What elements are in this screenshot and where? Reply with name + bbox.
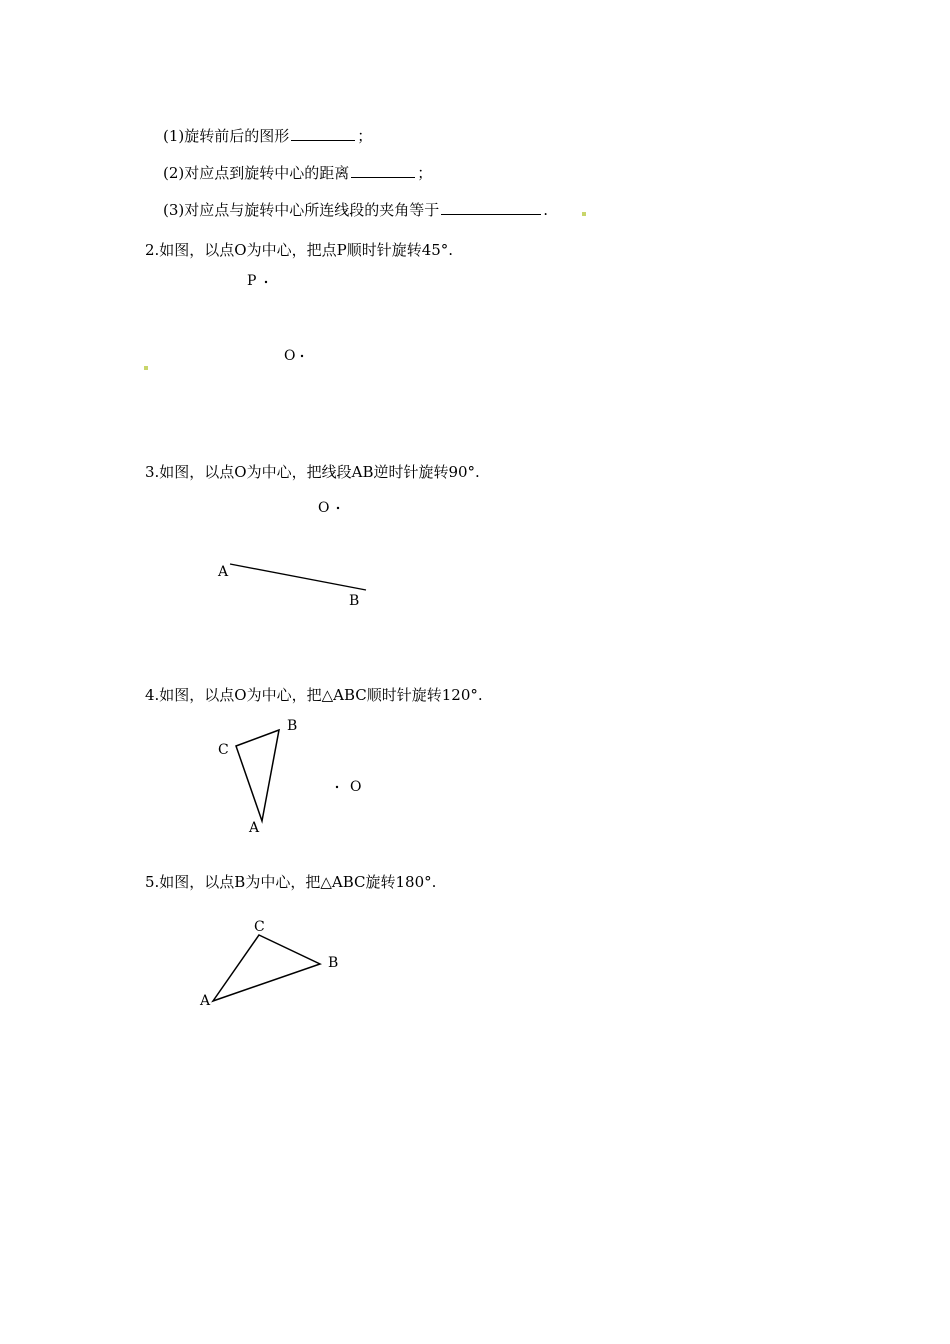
q1-item-1-text: (1)旋转前后的图形 — [163, 127, 290, 145]
scan-mark — [582, 212, 586, 216]
label-c-q4: C — [218, 742, 229, 758]
q1-item-1-suffix: ； — [357, 127, 373, 145]
scan-mark — [144, 366, 148, 370]
label-b-q5: B — [328, 955, 339, 971]
label-o-q3: O — [318, 500, 330, 516]
q1-item-3-text: (3)对应点与旋转中心所连线段的夹角等于 — [163, 201, 440, 219]
q1-item-2-suffix: ； — [417, 164, 433, 182]
segment-ab — [230, 564, 366, 590]
q5-text: 5.如图，以点B为中心，把△ABC旋转180°. — [145, 873, 437, 891]
q1-item-3-suffix: . — [543, 201, 549, 219]
label-b-q4: B — [287, 718, 298, 734]
label-p: P — [247, 273, 257, 289]
label-o-q2: O — [284, 348, 296, 364]
point-p — [265, 281, 267, 283]
label-a-q4: A — [249, 820, 260, 836]
q3-text: 3.如图，以点O为中心，把线段AB逆时针旋转90°. — [145, 463, 480, 481]
point-o-q3 — [337, 507, 339, 509]
triangle-abc-q4 — [236, 730, 279, 821]
label-o-q4: O — [350, 779, 362, 795]
label-b-q3: B — [349, 593, 360, 609]
label-c-q5: C — [254, 919, 265, 935]
point-o-q2 — [301, 355, 303, 357]
point-o-q4 — [336, 786, 338, 788]
q4-text: 4.如图，以点O为中心，把△ABC顺时针旋转120°. — [145, 686, 483, 704]
q2-text: 2.如图，以点O为中心，把点P顺时针旋转45°. — [145, 241, 454, 259]
q1-item-2-text: (2)对应点到旋转中心的距离 — [163, 164, 350, 182]
triangle-abc-q5 — [213, 935, 320, 1001]
label-a-q5: A — [200, 993, 211, 1009]
label-a-q3: A — [218, 564, 229, 580]
